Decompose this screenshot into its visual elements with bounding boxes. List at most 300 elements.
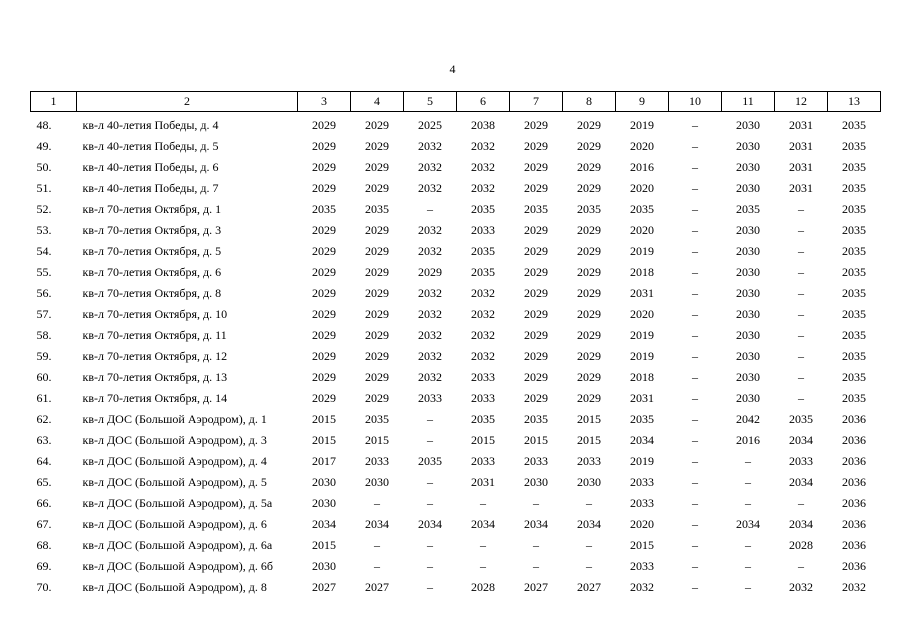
year-cell-col-5: – [427,412,433,426]
year-cell-col-12: 2031 [789,181,813,195]
column-header-3: 3 [298,92,351,112]
year-cell-col-8: – [586,496,592,510]
year-cell-col-10: – [692,433,698,447]
address-cell: кв-л 70-летия Октября, д. 13 [82,370,228,384]
year-cell-col-3: 2035 [312,202,336,216]
year-cell-col-6: 2032 [471,349,495,363]
year-cell-col-11: 2030 [736,265,760,279]
year-cell-col-7: 2027 [524,580,548,594]
year-cell-col-6: 2038 [471,118,495,132]
year-cell-col-9: 2019 [630,118,654,132]
year-cell-col-12: 2032 [789,580,813,594]
year-cell-col-4: 2029 [365,181,389,195]
year-cell-col-12: 2028 [789,538,813,552]
year-cell-col-13: 2035 [842,370,866,384]
row-number: 58. [36,328,52,342]
year-cell-col-13: 2035 [842,391,866,405]
table-row [31,325,881,346]
year-cell-col-13: 2036 [842,496,866,510]
year-cell-col-4: 2029 [365,244,389,258]
year-cell-col-4: 2029 [365,328,389,342]
address-cell: кв-л 40-летия Победы, д. 5 [82,139,219,153]
year-cell-col-12: 2031 [789,118,813,132]
year-cell-col-9: 2016 [630,160,654,174]
year-cell-col-6: 2033 [471,223,495,237]
column-header-8: 8 [563,92,616,112]
year-cell-col-9: 2033 [630,475,654,489]
table-row [31,493,881,514]
year-cell-col-6: 2032 [471,328,495,342]
year-cell-col-12: 2034 [789,433,813,447]
year-cell-col-11: 2030 [736,307,760,321]
row-number: 50. [36,160,52,174]
year-cell-col-13: 2036 [842,517,866,531]
row-number: 64. [36,454,52,468]
year-cell-col-13: 2035 [842,265,866,279]
year-cell-col-8: – [586,538,592,552]
year-cell-col-4: 2030 [365,475,389,489]
year-cell-col-5: – [427,433,433,447]
row-number: 49. [36,139,52,153]
year-cell-col-12: 2031 [789,160,813,174]
year-cell-col-10: – [692,370,698,384]
year-cell-col-6: 2032 [471,286,495,300]
year-cell-col-6: 2035 [471,265,495,279]
year-cell-col-3: 2015 [312,538,336,552]
year-cell-col-3: 2029 [312,391,336,405]
year-cell-col-9: 2020 [630,517,654,531]
year-cell-col-7: 2029 [524,328,548,342]
year-cell-col-4: – [374,538,380,552]
year-cell-col-6: 2035 [471,244,495,258]
year-cell-col-8: 2027 [577,580,601,594]
year-cell-col-8: 2035 [577,202,601,216]
table-row [31,262,881,283]
year-cell-col-9: 2019 [630,454,654,468]
year-cell-col-11: 2030 [736,160,760,174]
table-row [31,367,881,388]
year-cell-col-4: 2035 [365,202,389,216]
year-cell-col-12: – [798,559,804,573]
address-cell: кв-л ДОС (Большой Аэродром), д. 4 [82,454,267,468]
year-cell-col-5: 2035 [418,454,442,468]
year-cell-col-9: 2020 [630,139,654,153]
year-cell-col-10: – [692,118,698,132]
year-cell-col-13: 2035 [842,286,866,300]
address-cell: кв-л 70-летия Октября, д. 5 [82,244,222,258]
year-cell-col-8: 2029 [577,160,601,174]
year-cell-col-3: 2029 [312,160,336,174]
year-cell-col-8: 2029 [577,181,601,195]
address-cell: кв-л 70-летия Октября, д. 6 [82,265,222,279]
year-cell-col-4: – [374,496,380,510]
address-cell: кв-л 70-летия Октября, д. 10 [82,307,228,321]
year-cell-col-10: – [692,538,698,552]
year-cell-col-7: 2029 [524,118,548,132]
year-cell-col-8: 2029 [577,286,601,300]
table-row [31,157,881,178]
year-cell-col-10: – [692,328,698,342]
page-number: 4 [449,62,456,76]
year-cell-col-12: – [798,265,804,279]
address-cell: кв-л ДОС (Большой Аэродром), д. 8 [82,580,267,594]
address-cell: кв-л ДОС (Большой Аэродром), д. 1 [82,412,267,426]
year-cell-col-9: 2019 [630,349,654,363]
address-cell: кв-л 70-летия Октября, д. 3 [82,223,222,237]
year-cell-col-3: 2029 [312,244,336,258]
address-cell: кв-л ДОС (Большой Аэродром), д. 6 [82,517,267,531]
row-number: 62. [36,412,52,426]
year-cell-col-8: 2033 [577,454,601,468]
table-row [31,136,881,157]
year-cell-col-8: 2029 [577,328,601,342]
year-cell-col-3: 2015 [312,412,336,426]
year-cell-col-10: – [692,412,698,426]
year-cell-col-13: 2035 [842,223,866,237]
year-cell-col-9: 2032 [630,580,654,594]
year-cell-col-3: 2029 [312,223,336,237]
year-cell-col-8: 2029 [577,370,601,384]
year-cell-col-13: 2035 [842,160,866,174]
year-cell-col-11: 2030 [736,118,760,132]
year-cell-col-6: – [480,496,486,510]
table-row [31,430,881,451]
column-header-9: 9 [616,92,669,112]
year-cell-col-8: 2029 [577,223,601,237]
year-cell-col-7: 2015 [524,433,548,447]
table-row [31,220,881,241]
year-cell-col-3: 2029 [312,349,336,363]
year-cell-col-3: 2017 [312,454,336,468]
year-cell-col-12: – [798,286,804,300]
table-body [31,112,881,599]
year-cell-col-3: 2029 [312,139,336,153]
year-cell-col-11: 2030 [736,244,760,258]
row-number: 67. [36,517,52,531]
year-cell-col-10: – [692,139,698,153]
year-cell-col-4: 2029 [365,223,389,237]
row-number: 54. [36,244,52,258]
year-cell-col-6: 2015 [471,433,495,447]
year-cell-col-11: 2035 [736,202,760,216]
year-cell-col-11: 2030 [736,223,760,237]
year-cell-col-3: 2030 [312,496,336,510]
table-row [31,514,881,535]
year-cell-col-4: 2029 [365,265,389,279]
year-cell-col-3: 2030 [312,475,336,489]
year-cell-col-3: 2027 [312,580,336,594]
year-cell-col-7: 2029 [524,139,548,153]
year-cell-col-7: 2035 [524,202,548,216]
year-cell-col-4: 2029 [365,286,389,300]
year-cell-col-4: 2029 [365,370,389,384]
year-cell-col-13: 2035 [842,139,866,153]
table-row [31,556,881,577]
year-cell-col-13: 2036 [842,538,866,552]
year-cell-col-9: 2031 [630,286,654,300]
year-cell-col-12: – [798,391,804,405]
year-cell-col-6: 2035 [471,202,495,216]
year-cell-col-4: 2015 [365,433,389,447]
year-cell-col-4: 2034 [365,517,389,531]
table-row [31,283,881,304]
year-cell-col-8: 2029 [577,244,601,258]
year-cell-col-5: 2034 [418,517,442,531]
address-cell: кв-л 70-летия Октября, д. 11 [82,328,227,342]
year-cell-col-10: – [692,517,698,531]
table-row [31,451,881,472]
year-cell-col-11: – [745,559,751,573]
year-cell-col-6: 2033 [471,391,495,405]
year-cell-col-13: 2035 [842,202,866,216]
year-cell-col-12: – [798,370,804,384]
column-header-4: 4 [351,92,404,112]
year-cell-col-3: 2034 [312,517,336,531]
column-header-1: 1 [31,92,77,112]
year-cell-col-6: 2028 [471,580,495,594]
year-cell-col-5: 2032 [418,328,442,342]
column-header-10: 10 [669,92,722,112]
year-cell-col-13: 2036 [842,412,866,426]
table-row [31,472,881,493]
year-cell-col-6: 2032 [471,160,495,174]
year-cell-col-10: – [692,223,698,237]
year-cell-col-7: – [533,538,539,552]
year-cell-col-10: – [692,496,698,510]
year-cell-col-3: 2029 [312,181,336,195]
year-cell-col-7: 2029 [524,286,548,300]
year-cell-col-11: 2030 [736,286,760,300]
year-cell-col-5: 2032 [418,349,442,363]
year-cell-col-13: 2035 [842,118,866,132]
year-cell-col-11: 2030 [736,328,760,342]
year-cell-col-13: 2036 [842,433,866,447]
year-cell-col-11: 2030 [736,391,760,405]
year-cell-col-8: 2029 [577,139,601,153]
year-cell-col-6: 2035 [471,412,495,426]
table-row [31,388,881,409]
column-header-12: 12 [775,92,828,112]
year-cell-col-7: 2029 [524,160,548,174]
year-cell-col-10: – [692,244,698,258]
column-header-2: 2 [77,92,298,112]
row-number: 59. [36,349,52,363]
table-row [31,535,881,556]
year-cell-col-10: – [692,307,698,321]
year-cell-col-5: – [427,496,433,510]
address-cell: кв-л ДОС (Большой Аэродром), д. 5а [82,496,273,510]
year-cell-col-13: 2035 [842,307,866,321]
year-cell-col-5: – [427,475,433,489]
year-cell-col-7: 2029 [524,307,548,321]
year-cell-col-11: – [745,538,751,552]
year-cell-col-5: 2032 [418,160,442,174]
year-cell-col-5: 2033 [418,391,442,405]
year-cell-col-6: – [480,559,486,573]
year-cell-col-7: 2029 [524,244,548,258]
year-cell-col-8: 2034 [577,517,601,531]
row-number: 48. [36,118,52,132]
year-cell-col-13: 2036 [842,475,866,489]
year-cell-col-11: – [745,580,751,594]
year-cell-col-3: 2029 [312,328,336,342]
address-cell: кв-л 70-летия Октября, д. 14 [82,391,228,405]
year-cell-col-10: – [692,454,698,468]
year-cell-col-4: 2033 [365,454,389,468]
year-cell-col-5: – [427,538,433,552]
year-cell-col-11: – [745,475,751,489]
year-cell-col-3: 2029 [312,118,336,132]
year-cell-col-10: – [692,265,698,279]
year-cell-col-3: 2029 [312,307,336,321]
year-cell-col-5: 2032 [418,223,442,237]
address-cell: кв-л ДОС (Большой Аэродром), д. 6а [82,538,273,552]
year-cell-col-3: 2029 [312,370,336,384]
year-cell-col-9: 2020 [630,307,654,321]
year-cell-col-13: 2036 [842,454,866,468]
year-cell-col-8: 2030 [577,475,601,489]
year-cell-col-12: – [798,223,804,237]
table-row [31,304,881,325]
year-cell-col-9: 2033 [630,496,654,510]
year-cell-col-12: 2033 [789,454,813,468]
address-cell: кв-л 40-летия Победы, д. 4 [82,118,219,132]
year-cell-col-9: 2035 [630,202,654,216]
year-cell-col-13: 2036 [842,559,866,573]
year-cell-col-6: 2032 [471,181,495,195]
year-cell-col-4: 2029 [365,118,389,132]
year-cell-col-4: 2029 [365,391,389,405]
row-number: 55. [36,265,52,279]
year-cell-col-5: 2025 [418,118,442,132]
year-cell-col-5: – [427,580,433,594]
row-number: 69. [36,559,52,573]
table-row [31,577,881,598]
year-cell-col-4: 2027 [365,580,389,594]
year-cell-col-10: – [692,391,698,405]
year-cell-col-7: – [533,559,539,573]
year-cell-col-4: 2035 [365,412,389,426]
year-cell-col-3: 2029 [312,265,336,279]
address-cell: кв-л ДОС (Большой Аэродром), д. 3 [82,433,267,447]
column-header-5: 5 [404,92,457,112]
year-cell-col-11: 2042 [736,412,760,426]
year-cell-col-6: 2032 [471,307,495,321]
year-cell-col-10: – [692,160,698,174]
year-cell-col-12: 2034 [789,517,813,531]
row-number: 60. [36,370,52,384]
year-cell-col-5: – [427,202,433,216]
year-cell-col-8: – [586,559,592,573]
row-number: 51. [36,181,52,195]
year-cell-col-12: – [798,349,804,363]
year-cell-col-6: 2033 [471,370,495,384]
year-cell-col-11: 2030 [736,181,760,195]
year-cell-col-13: 2035 [842,328,866,342]
year-cell-col-11: 2034 [736,517,760,531]
year-cell-col-5: – [427,559,433,573]
row-number: 53. [36,223,52,237]
header-row [31,92,881,112]
year-cell-col-4: 2029 [365,307,389,321]
table-row [31,409,881,430]
year-cell-col-13: 2035 [842,349,866,363]
year-cell-col-4: 2029 [365,349,389,363]
year-cell-col-5: 2032 [418,307,442,321]
row-number: 70. [36,580,52,594]
address-cell: кв-л 70-летия Октября, д. 1 [82,202,222,216]
address-cell: кв-л 70-летия Октября, д. 12 [82,349,228,363]
year-cell-col-7: – [533,496,539,510]
year-cell-col-7: 2029 [524,181,548,195]
column-header-7: 7 [510,92,563,112]
year-cell-col-7: 2029 [524,265,548,279]
year-cell-col-9: 2031 [630,391,654,405]
year-cell-col-7: 2029 [524,349,548,363]
year-cell-col-9: 2035 [630,412,654,426]
year-cell-col-8: 2015 [577,412,601,426]
year-cell-col-9: 2018 [630,370,654,384]
year-cell-col-7: 2033 [524,454,548,468]
year-cell-col-12: – [798,328,804,342]
year-cell-col-5: 2029 [418,265,442,279]
year-cell-col-8: 2029 [577,349,601,363]
year-cell-col-7: 2029 [524,391,548,405]
year-cell-col-5: 2032 [418,370,442,384]
year-cell-col-12: 2035 [789,412,813,426]
year-cell-col-13: 2035 [842,181,866,195]
column-header-6: 6 [457,92,510,112]
year-cell-col-5: 2032 [418,286,442,300]
address-cell: кв-л 40-летия Победы, д. 7 [82,181,219,195]
year-cell-col-12: 2034 [789,475,813,489]
year-cell-col-11: – [745,454,751,468]
year-cell-col-7: 2029 [524,223,548,237]
year-cell-col-8: 2029 [577,118,601,132]
year-cell-col-3: 2015 [312,433,336,447]
year-cell-col-5: 2032 [418,139,442,153]
year-cell-col-5: 2032 [418,181,442,195]
year-cell-col-9: 2019 [630,328,654,342]
row-number: 68. [36,538,52,552]
year-cell-col-9: 2020 [630,181,654,195]
table-row [31,112,881,137]
column-header-13: 13 [828,92,881,112]
year-cell-col-8: 2029 [577,391,601,405]
year-cell-col-9: 2019 [630,244,654,258]
row-number: 57. [36,307,52,321]
year-cell-col-5: 2032 [418,244,442,258]
year-cell-col-9: 2018 [630,265,654,279]
table-row [31,178,881,199]
year-cell-col-10: – [692,181,698,195]
address-cell: кв-л ДОС (Большой Аэродром), д. 6б [82,559,273,573]
year-cell-col-10: – [692,580,698,594]
year-cell-col-4: – [374,559,380,573]
table-row [31,346,881,367]
year-cell-col-12: – [798,307,804,321]
column-header-11: 11 [722,92,775,112]
year-cell-col-7: 2035 [524,412,548,426]
row-number: 65. [36,475,52,489]
year-cell-col-12: – [798,244,804,258]
year-cell-col-10: – [692,286,698,300]
table-row [31,199,881,220]
row-number: 61. [36,391,52,405]
year-cell-col-11: 2030 [736,349,760,363]
year-cell-col-6: 2033 [471,454,495,468]
year-cell-col-7: 2030 [524,475,548,489]
